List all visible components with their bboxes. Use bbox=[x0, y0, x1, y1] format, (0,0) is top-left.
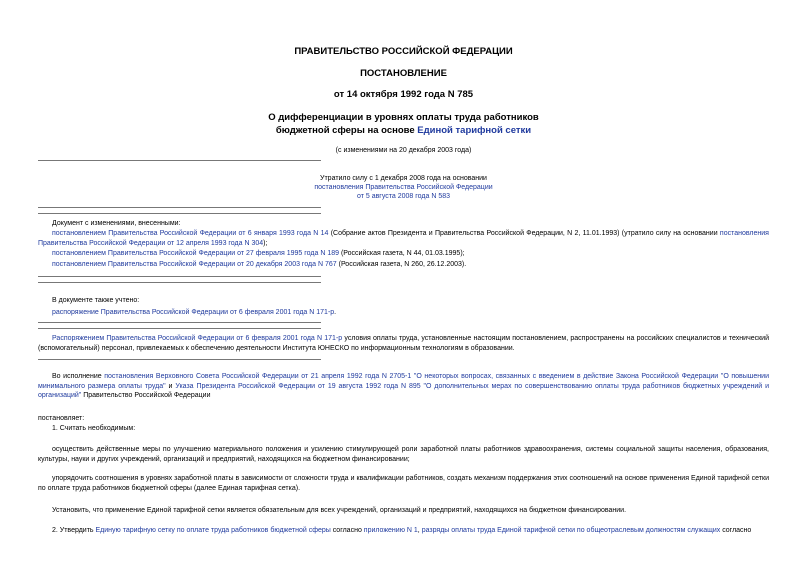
pay-grades-link[interactable]: разряды оплаты труда Единой тарифной сетки по общеотраслевым должностям служащих bbox=[421, 527, 721, 534]
org-title: ПРАВИТЕЛЬСТВО РОССИЙСКОЙ ФЕДЕРАЦИИ bbox=[294, 46, 513, 57]
p7-mid: согласно bbox=[330, 527, 364, 534]
unified-tariff-scale-link[interactable]: Единой тарифной сетки bbox=[417, 125, 532, 136]
p1-end: Правительство Российской Федерации bbox=[81, 392, 211, 400]
decree-895-link[interactable]: Указа Президента Российской Федерации от 19 августа 1992 года N 895 "О дополнительных мерах по совершенствованию оплаты труда работников бюджетных учреждений и организаций" bbox=[38, 382, 769, 400]
p7-mid2: , bbox=[417, 527, 422, 534]
changes-intro: Документ с изменениями, внесенными: bbox=[52, 220, 181, 227]
body-paragraph-5: упорядочить соотношения в уровнях заработной платы в зависимости от сложности труда и квалификации работников, создать механизм поддержания этих соотношений на основе применения Единой тарифной сетки по оплате труда работников бюджетной сферы (далее Единая тарифная сетка). bbox=[38, 475, 769, 492]
body-paragraph-4: осуществить действенные меры по улучшению материального положения и усилению стимулирующей роли заработной платы работников здравоохранения, системы социальной защиты населения, образования, культуры, науки и других учреждений, организаций и предприятий, находящихся на бюджетном финансировании; bbox=[38, 446, 769, 463]
changes-item-1-end: ); bbox=[263, 239, 268, 247]
changes-item-1 bbox=[38, 229, 769, 248]
status-line: Утратило силу с 1 декабря 2008 года на основании bbox=[320, 175, 487, 182]
divider bbox=[38, 322, 321, 323]
body-paragraph-2: постановляет: bbox=[38, 415, 85, 422]
order-171-note-link[interactable]: Распоряжением Правительства Российской Федерации от 6 февраля 2001 года N 171-р bbox=[52, 335, 343, 342]
resolution-2705-1-link[interactable]: постановления Верховного Совета Российской Федерации от 21 апреля 1992 года N 2705-1 "О некоторых вопросах, связанных с введением в действие Закона Российской Федерации "О повышении минимального размера оплаты труда" bbox=[38, 373, 769, 390]
divider bbox=[38, 328, 321, 329]
divider bbox=[38, 213, 321, 214]
body-paragraph-3: 1. Считать необходимым: bbox=[52, 425, 136, 432]
also-intro: В документе также учтено: bbox=[52, 297, 140, 304]
doc-type: ПОСТАНОВЛЕНИЕ bbox=[360, 68, 447, 79]
revision-note: (с изменениями на 20 декабря 2003 года) bbox=[335, 147, 472, 154]
doc-title-line2-text: бюджетной сферы на основе bbox=[275, 125, 418, 136]
body-paragraph-6: Установить, что применение Единой тарифной сетки является обязательным для всех учреждений, организаций и предприятий, находящихся на бюджетном финансировании. bbox=[52, 507, 627, 514]
divider bbox=[38, 276, 321, 277]
repeal-link-1[interactable]: постановления Правительства Российской Федерации bbox=[314, 184, 493, 191]
changes-item-1-text: (Собрание актов Президента и Правительства Российской Федерации, N 2, 11.01.1993) (утратило силу на основании bbox=[328, 230, 720, 237]
p7-start: 2. Утвердить bbox=[52, 527, 96, 534]
body-paragraph-7 bbox=[38, 526, 769, 536]
amendment-link-2003-767[interactable]: постановлением Правительства Российской Федерации от 20 декабря 2003 года N 767 bbox=[52, 261, 337, 268]
amendment-link-1993-14[interactable]: постановлением Правительства Российской Федерации от 6 января 1993 года N 14 bbox=[52, 230, 329, 237]
changes-item-2 bbox=[52, 249, 465, 259]
p1-mid: и bbox=[165, 382, 176, 390]
p7-end: согласно bbox=[720, 527, 752, 534]
p1-start: Во исполнение bbox=[52, 373, 105, 380]
amendment-link-1993-304[interactable]: постановления Правительства Российской Федерации от 12 апреля 1993 года N 304 bbox=[38, 230, 769, 247]
doc-title-line2 bbox=[0, 125, 807, 136]
note-paragraph bbox=[38, 334, 769, 353]
appendix-1-link[interactable]: приложению N 1 bbox=[363, 527, 418, 534]
changes-item-2-text: (Российская газета, N 44, 01.03.1995); bbox=[339, 250, 465, 257]
repeal-link-2[interactable]: от 5 августа 2008 года N 583 bbox=[356, 193, 451, 200]
divider bbox=[38, 160, 321, 161]
doc-title-line1: О дифференциации в уровнях оплаты труда работников bbox=[268, 112, 539, 123]
changes-item-3 bbox=[52, 260, 466, 270]
body-paragraph-1 bbox=[38, 372, 769, 401]
also-item-end: . bbox=[334, 309, 337, 316]
amendment-link-1995-189[interactable]: постановлением Правительства Российской Федерации от 27 февраля 1995 года N 189 bbox=[52, 250, 339, 257]
divider bbox=[38, 207, 321, 208]
tariff-scale-link[interactable]: Единую тарифную сетку по оплате труда работников бюджетной сферы bbox=[95, 527, 331, 534]
divider bbox=[38, 282, 321, 283]
order-171-link[interactable]: распоряжение Правительства Российской Федерации от 6 февраля 2001 года N 171-р bbox=[52, 309, 335, 316]
also-item bbox=[52, 308, 336, 318]
changes-item-3-text: (Российская газета, N 260, 26.12.2003). bbox=[336, 261, 467, 268]
divider bbox=[38, 359, 321, 360]
note-text: условия оплаты труда, установленные настоящим постановлением, распространены на российских специалистов и технический (вспомогательный) персонал, привлекаемых к обеспечению деятельности Института ЮНЕСКО по информационным технологиям в образовании. bbox=[38, 335, 769, 352]
doc-date-number: от 14 октября 1992 года N 785 bbox=[333, 89, 474, 100]
